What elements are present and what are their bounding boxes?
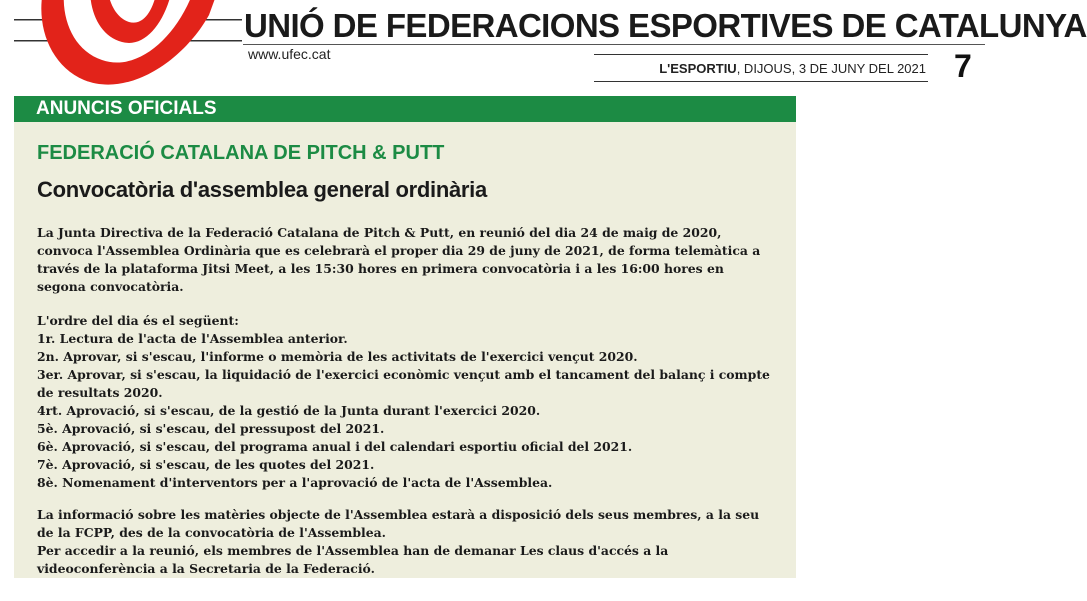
agenda bbox=[37, 312, 776, 492]
agenda-item: 6è. Aprovació, si s'escau, del programa anual i del calendari esportiu oficial del 2021. bbox=[37, 439, 633, 454]
publication-name: L'ESPORTIU bbox=[659, 61, 737, 76]
publication-date: , DIJOUS, 3 DE JUNY DEL 2021 bbox=[736, 61, 926, 76]
notice-title: Convocatòria d'assemblea general ordinària bbox=[37, 177, 487, 202]
notice-closing bbox=[37, 506, 776, 578]
closing-paragraph: La informació sobre les matèries objecte de l'Assemblea estarà a disposició dels seus membres, a la seu de la FCPP, des de la convocatòria de l'Assemblea. bbox=[37, 507, 760, 540]
agenda-heading: L'ordre del dia és el següent: bbox=[37, 313, 239, 328]
agenda-item: 4rt. Aprovació, si s'escau, de la gestió de la Junta durant l'exercici 2020. bbox=[37, 403, 541, 418]
agenda-item: 3er. Aprovar, si s'escau, la liquidació de l'exercici econòmic vençut amb el tancament del balanç i compte de resultats 2020. bbox=[37, 367, 770, 400]
closing-paragraph: Per accedir a la reunió, els membres de l'Assemblea han de demanar Les claus d'accés a la videoconferència a la Secretaria de la Federació. bbox=[37, 543, 669, 576]
masthead-title: UNIÓ DE FEDERACIONS ESPORTIVES DE CATALUNYA bbox=[244, 7, 1087, 44]
agenda-item: 1r. Lectura de l'acta de l'Assemblea anterior. bbox=[37, 331, 348, 346]
agenda-item: 7è. Aprovació, si s'escau, de les quotes del 2021. bbox=[37, 457, 375, 472]
dateline-bottom-rule bbox=[594, 81, 928, 82]
page-number: 7 bbox=[954, 48, 972, 84]
logo-graphic bbox=[14, 0, 242, 75]
agenda-item: 2n. Aprovar, si s'escau, l'informe o memòria de les activitats de l'exercici vençut 2020. bbox=[37, 349, 638, 364]
official-notice bbox=[14, 122, 796, 578]
ufec-logo bbox=[14, 0, 242, 75]
dateline-top-rule bbox=[594, 54, 928, 55]
dateline bbox=[659, 61, 926, 76]
agenda-item: 5è. Aprovació, si s'escau, del pressupost del 2021. bbox=[37, 421, 385, 436]
website-link[interactable]: www.ufec.cat bbox=[248, 46, 331, 62]
masthead-divider bbox=[243, 44, 985, 45]
notice-intro: La Junta Directiva de la Federació Catalana de Pitch & Putt, en reunió del dia 24 de maig de 2020, convoca l'Assemblea Ordinària que es celebrarà el proper dia 29 de juny de 2021, de forma telemàtica a través de la plataforma Jitsi Meet, a les 15:30 hores en primera convocatòria i a les 16:00 hores en segona convocatòria. bbox=[37, 225, 761, 294]
section-header: ANUNCIS OFICIALS bbox=[14, 96, 796, 122]
federation-name: FEDERACIÓ CATALANA DE PITCH & PUTT bbox=[37, 142, 445, 164]
agenda-item: 8è. Nomenament d'interventors per a l'aprovació de l'acta de l'Assemblea. bbox=[37, 475, 553, 490]
